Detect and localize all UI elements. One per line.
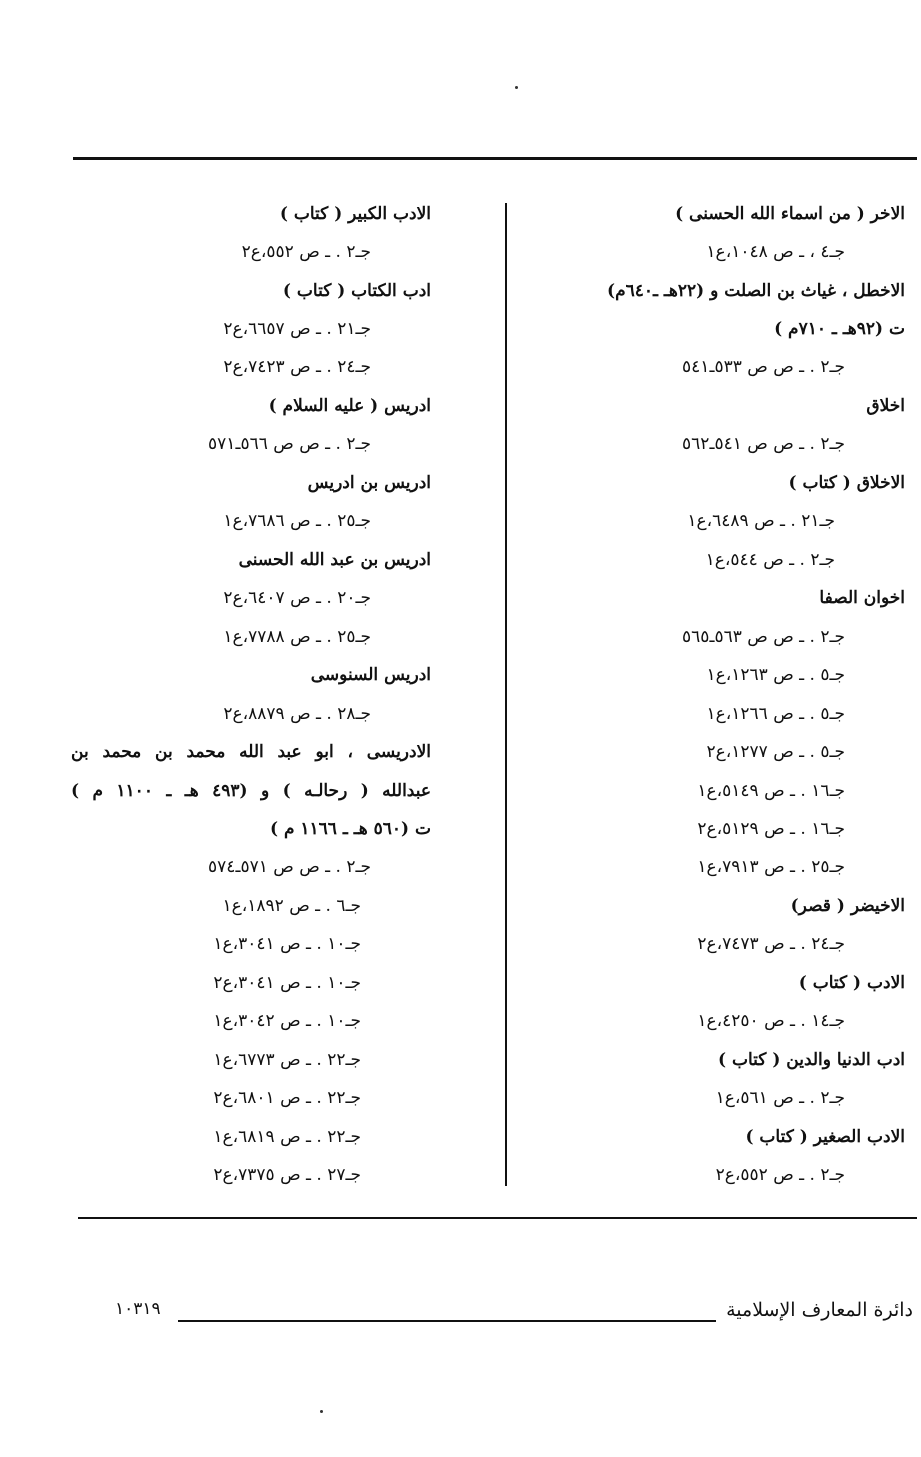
index-entry-reference: جـ٥ . ـ ص ١٢٦٦،ع١ [706,704,845,724]
index-entry-heading: ت (٩٢هـ ـ ٧١٠م ) [774,319,905,339]
index-entry-reference: جـ٢٧ . ـ ص ٧٣٧٥،ع٢ [213,1165,361,1185]
index-entry-reference: جـ١٠ . ـ ص ٣٠٤١،ع١ [213,934,361,954]
bottom-rule [78,1217,917,1219]
index-entry-reference: جـ١٦ . ـ ص ٥١٤٩،ع١ [697,781,845,801]
index-entry-heading: الاخلاق ( كتاب ) [788,473,905,493]
index-entry-heading: الاخطل ، غياث بن الصلت و (٢٢هـ ـ٦٤٠م) [607,281,905,301]
footer-title: دائرة المعارف الإسلامية [726,1299,913,1321]
index-entry-heading: ادريس بن ادريس [307,473,431,493]
index-entry-reference: جـ٢ . ـ ص ٥٥٢،ع٢ [715,1165,845,1185]
index-entry-reference: جـ٢ . ـ ص ص ٥٤١ـ٥٦٢ [682,434,845,454]
index-entry-reference: جـ٢٢ . ـ ص ٦٨٠١،ع٢ [213,1088,361,1108]
index-entry-reference: جـ٢٢ . ـ ص ٦٧٧٣،ع١ [213,1050,361,1070]
index-entry-reference: جـ٤ ، ـ ص ١٠٤٨،ع١ [706,242,845,262]
index-entry-reference: جـ٢ . ـ ص ص ٥٧١ـ٥٧٤ [208,857,371,877]
index-entry-heading: ت (٥٦٠ هـ ـ ١١٦٦ م ) [270,819,431,839]
index-entry-heading: ادريس بن عبد الله الحسنى [238,550,431,570]
index-entry-reference: جـ٢ . ـ ص ٥٦١،ع١ [715,1088,845,1108]
index-entry-heading: اخوان الصفا [819,588,905,608]
index-entry-reference: جـ٢ . ـ ص ٥٤٤،ع١ [705,550,835,570]
index-entry-heading: الادب الصغير ( كتاب ) [745,1127,905,1147]
index-entry-heading: الادب الكبير ( كتاب ) [279,204,431,224]
index-entry-reference: جـ١٠ . ـ ص ٣٠٤١،ع٢ [213,973,361,993]
page-number: ١٠٣١٩ [115,1299,161,1319]
index-entry-reference: جـ٥ . ـ ص ١٢٧٧،ع٢ [706,742,845,762]
index-entry-heading: الاخر ( من اسماء الله الحسنى ) [675,204,905,224]
index-entry-heading: ادريس ( عليه السلام ) [268,396,431,416]
index-entry-reference: جـ٢ . ـ ص ص ٥٦٦ـ٥٧١ [208,434,371,454]
header-rule [73,157,917,160]
index-entry-reference: جـ١٦ . ـ ص ٥١٢٩،ع٢ [697,819,845,839]
index-entry-heading: ادب الكتاب ( كتاب ) [282,281,431,301]
scan-speck [515,86,518,89]
index-entry-reference: جـ٢٢ . ـ ص ٦٨١٩،ع١ [213,1127,361,1147]
index-entry-heading: الاخيضر ( قصر) [790,896,905,916]
column-divider [505,203,507,1186]
index-entry-reference: جـ٢٥ . ـ ص ٧٧٨٨،ع١ [223,627,371,647]
index-entry-reference: جـ٢ . ـ ص ص ٥٦٣ـ٥٦٥ [682,627,845,647]
index-entry-reference: جـ٢٤ . ـ ص ٧٤٢٣،ع٢ [223,357,371,377]
index-entry-reference: جـ٢٠ . ـ ص ٦٤٠٧،ع٢ [223,588,371,608]
index-entry-reference: جـ٢٤ . ـ ص ٧٤٧٣،ع٢ [697,934,845,954]
index-entry-reference: جـ١٠ . ـ ص ٣٠٤٢،ع١ [213,1011,361,1031]
index-entry-heading: الادب ( كتاب ) [798,973,905,993]
index-entry-reference: جـ٢٥ . ـ ص ٧٩١٣،ع١ [697,857,845,877]
index-entry-heading: عبدالله ( رحالـه ) و (٤٩٣ هـ ـ ١١٠٠ م ) [71,781,432,801]
index-entry-reference: جـ٦ . ـ ص ١٨٩٢،ع١ [222,896,361,916]
index-entry-reference: جـ٢١ . ـ ص ٦٤٨٩،ع١ [687,511,835,531]
index-entry-reference: جـ٢٥ . ـ ص ٧٦٨٦،ع١ [223,511,371,531]
index-entry-reference: جـ١٤ . ـ ص ٤٢٥٠،ع١ [697,1011,845,1031]
footer-rule [178,1320,716,1322]
index-entry-reference: جـ٢٨ . ـ ص ٨٨٧٩،ع٢ [223,704,371,724]
index-entry-reference: جـ٢ . ـ ص ص ٥٣٣ـ٥٤١ [682,357,845,377]
index-entry-reference: جـ٢١ . ـ ص ٦٦٥٧،ع٢ [223,319,371,339]
scan-speck [320,1410,323,1413]
index-entry-heading: ادريس السنوسى [310,665,431,685]
index-entry-heading: اخلاق [866,396,905,416]
index-entry-reference: جـ٥ . ـ ص ١٢٦٣،ع١ [706,665,845,685]
index-entry-heading: الادريسى ، ابو عبد الله محمد بن محمد بن [71,742,431,762]
index-entry-heading: ادب الدنيا والدين ( كتاب ) [718,1050,905,1070]
index-entry-reference: جـ٢ . ـ ص ٥٥٢،ع٢ [241,242,371,262]
